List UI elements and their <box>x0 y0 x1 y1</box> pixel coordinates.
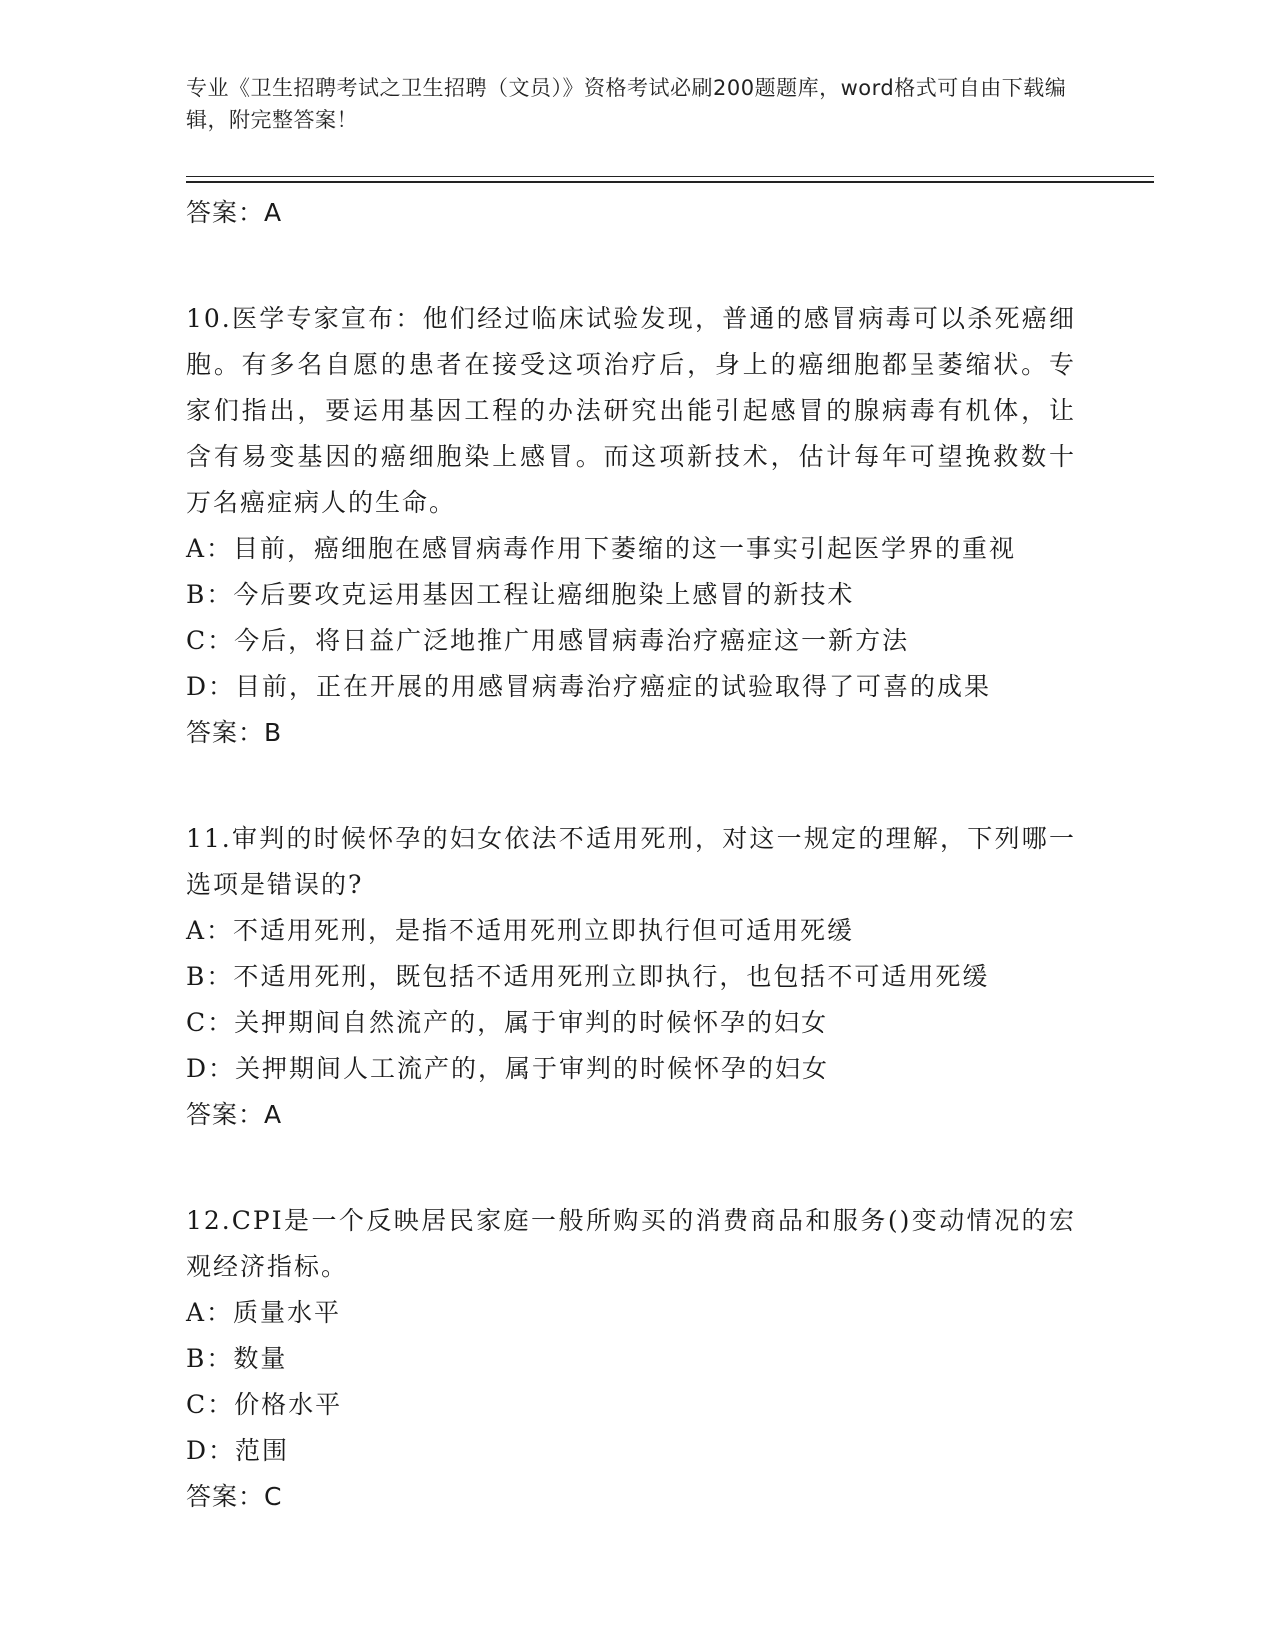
question-list <box>186 190 1076 1520</box>
option-b: B：今后要攻克运用基因工程让癌细胞染上感冒的新技术 <box>186 580 855 609</box>
question-item <box>186 1198 1076 1520</box>
option-b: B：数量 <box>186 1344 288 1373</box>
option-c: C：价格水平 <box>186 1390 343 1419</box>
option-c: C：关押期间自然流产的，属于审判的时候怀孕的妇女 <box>186 1008 829 1037</box>
option-d: D：关押期间人工流产的，属于审判的时候怀孕的妇女 <box>186 1054 830 1083</box>
answer-label: 答案：A <box>186 198 283 227</box>
page-header: 专业《卫生招聘考试之卫生招聘（文员）》资格考试必刷200题题库，word格式可自由下载编辑，附完整答案！ <box>186 76 1067 132</box>
question-stem: 10.医学专家宣布：他们经过临床试验发现，普通的感冒病毒可以杀死癌细胞。有多名自愿的患者在接受这项治疗后，身上的癌细胞都呈萎缩状。专家们指出，要运用基因工程的办法研究出能引起感冒的腺病毒有机体，让含有易变基因的癌细胞染上感冒。而这项新技术，估计每年可望挽救数十万名癌症病人的生命。 <box>186 304 1076 517</box>
answer-label: 答案：C <box>186 1482 283 1511</box>
option-a: A：目前，癌细胞在感冒病毒作用下萎缩的这一事实引起医学界的重视 <box>186 534 1017 563</box>
option-d: D：目前，正在开展的用感冒病毒治疗癌症的试验取得了可喜的成果 <box>186 672 992 701</box>
option-b: B：不适用死刑，既包括不适用死刑立即执行，也包括不可适用死缓 <box>186 962 990 991</box>
question-stem: 12.CPI是一个反映居民家庭一般所购买的消费商品和服务()变动情况的宏观经济指标。 <box>186 1206 1076 1281</box>
answer-label: 答案：B <box>186 718 283 747</box>
question-item <box>186 816 1076 1138</box>
question-item <box>186 296 1076 756</box>
header-divider-thin <box>186 176 1154 177</box>
header-divider-thick <box>186 181 1154 183</box>
option-a: A：质量水平 <box>186 1298 342 1327</box>
answer-label: 答案：A <box>186 1100 283 1129</box>
question-stem: 11.审判的时候怀孕的妇女依法不适用死刑，对这一规定的理解，下列哪一选项是错误的? <box>186 824 1076 899</box>
option-d: D：范围 <box>186 1436 290 1465</box>
option-c: C：今后，将日益广泛地推广用感冒病毒治疗癌症这一新方法 <box>186 626 910 655</box>
option-a: A：不适用死刑，是指不适用死刑立即执行但可适用死缓 <box>186 916 855 945</box>
